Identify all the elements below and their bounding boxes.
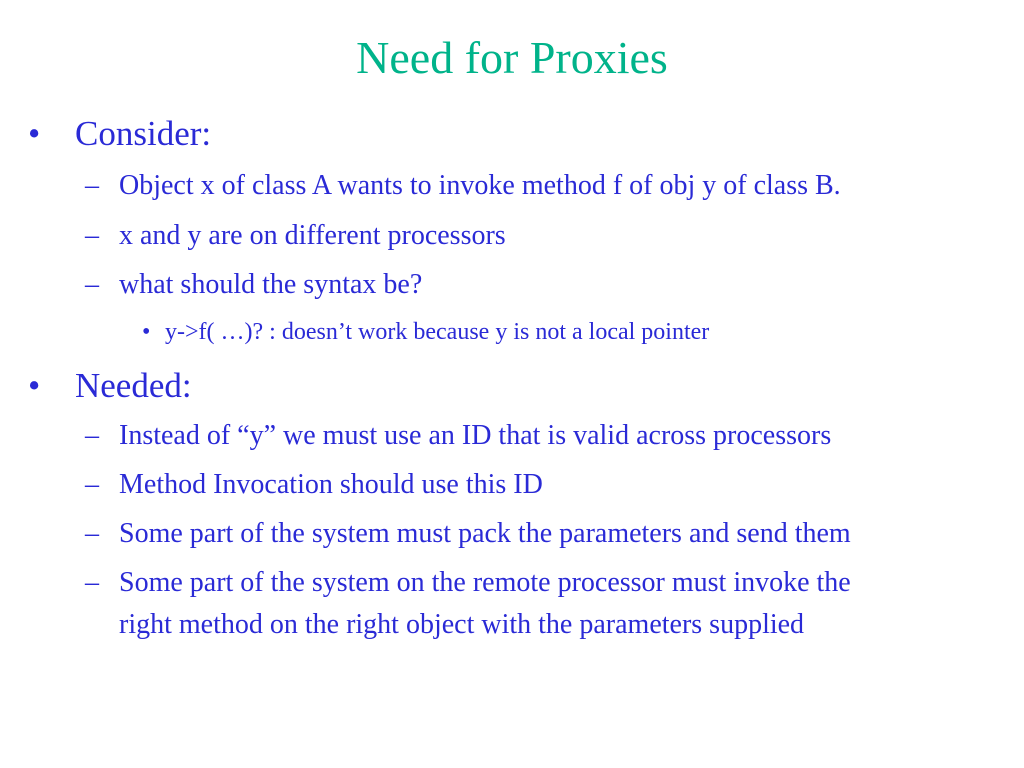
sub-bullet-syntax: what should the syntax be? <box>119 269 423 300</box>
slide-title: Need for Proxies <box>356 32 668 83</box>
sub-bullet-id-valid: Instead of “y” we must use an ID that is valid across processors <box>119 420 832 451</box>
sub-bullet-different-processors: x and y are on different processors <box>119 220 506 251</box>
sub-bullet-marker: – <box>85 420 99 451</box>
sub-bullet-remote-invoke: Some part of the system on the remote processor must invoke the <box>119 567 851 598</box>
sub-bullet-marker: – <box>85 220 99 251</box>
sub-bullet-remote-invoke-continuation: right method on the right object with the parameters supplied <box>119 609 805 640</box>
sub-sub-bullet-local-pointer: y->f( …)? : doesn’t work because y is not a local pointer <box>165 319 710 345</box>
sub-bullet-object-x: Object x of class A wants to invoke method f of obj y of class B. <box>119 170 841 201</box>
sub-bullet-marker: – <box>85 469 99 500</box>
sub-bullet-marker: – <box>85 170 99 201</box>
bullet-needed: Needed: <box>75 366 192 405</box>
bullet-marker: • <box>28 114 41 153</box>
sub-bullet-method-invocation: Method Invocation should use this ID <box>119 469 543 500</box>
sub-bullet-marker: – <box>85 269 99 300</box>
sub-bullet-pack-parameters: Some part of the system must pack the parameters and send them <box>119 518 851 549</box>
bullet-consider: Consider: <box>75 114 212 153</box>
sub-sub-bullet-marker: • <box>142 319 151 345</box>
sub-bullet-marker: – <box>85 567 99 598</box>
sub-bullet-marker: – <box>85 518 99 549</box>
bullet-marker: • <box>28 366 41 405</box>
